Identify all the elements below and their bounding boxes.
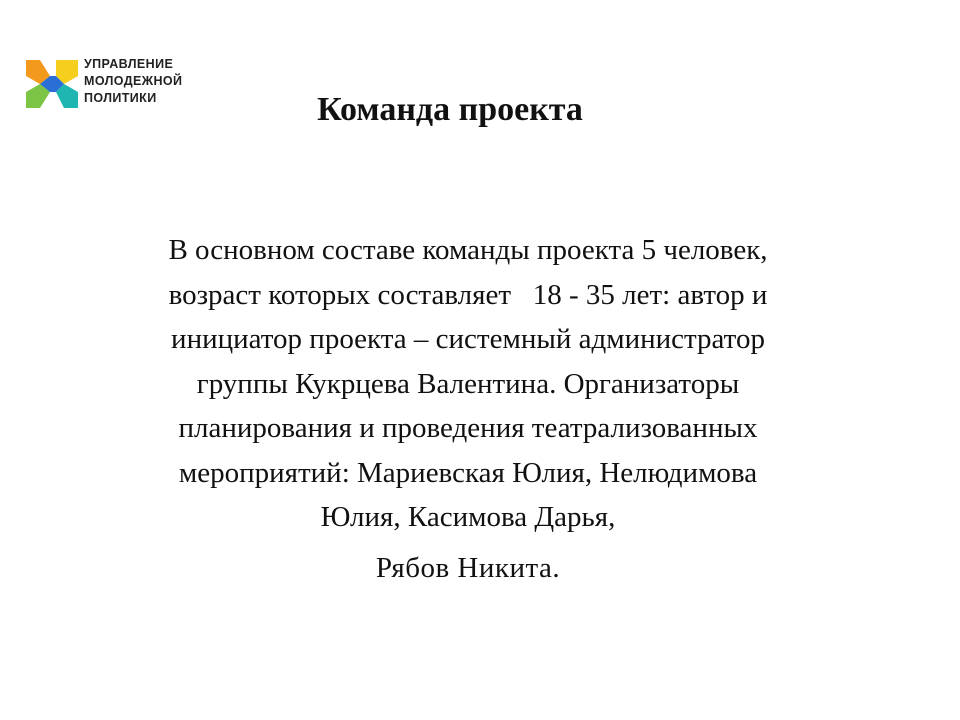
body-paragraph (60, 228, 876, 590)
logo-line-1: УПРАВЛЕНИЕ (84, 57, 174, 71)
body-line: группы Кукрцева Валентина. Организаторы (196, 367, 740, 400)
page-title: Команда проекта (317, 91, 583, 128)
logo-line-3: ПОЛИТИКИ (84, 91, 157, 105)
body-line: планирования и проведения театрализованных (178, 412, 758, 444)
logo-line-2: МОЛОДЕЖНОЙ (84, 74, 183, 88)
body-line: возраст которых составляет 18 - 35 лет: автор и (168, 278, 768, 311)
body-line: инициатор проекта – системный администратор (171, 323, 765, 355)
body-line: В основном составе команды проекта 5 человек, (168, 234, 768, 266)
body-line: Юлия, Касимова Дарья, (320, 501, 616, 533)
body-line: мероприятий: Мариевская Юлия, Нелюдимова (178, 456, 758, 489)
body-closing-line: Рябов Никита. (375, 551, 561, 584)
